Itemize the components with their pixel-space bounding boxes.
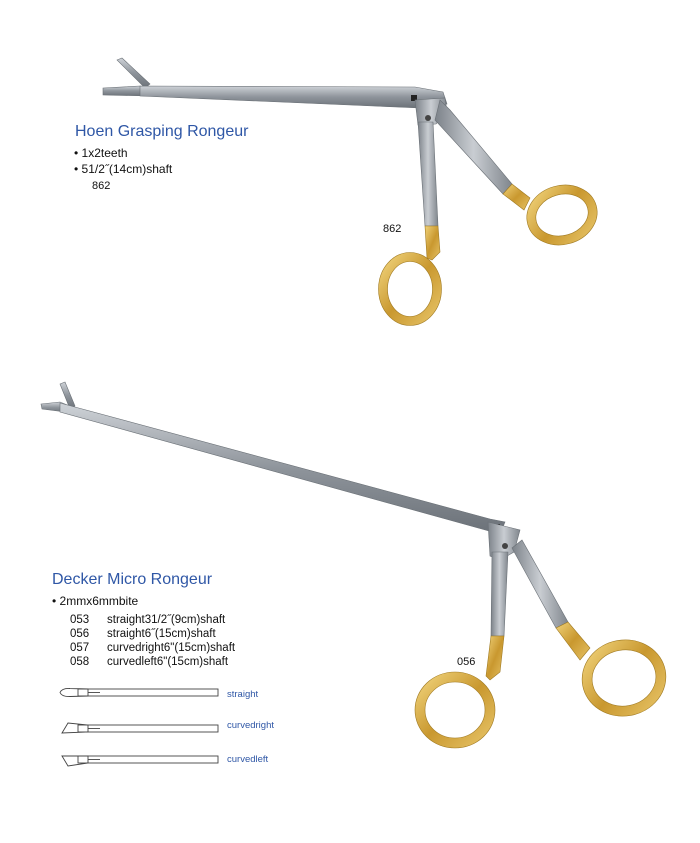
variant-code: 053 [70,614,90,626]
tip-label-straight: straight [227,689,259,700]
variant-code: 056 [70,628,90,640]
curved-right-tip-diagram [62,723,218,733]
product1-image-label: 862 [383,223,402,235]
variant-desc: curvedleft6"(15cm)shaft [107,656,229,668]
tip-label-curvedleft: curvedleft [227,754,269,765]
product2-title: Decker Micro Rongeur [52,571,213,588]
product2-bullet-1: • 2mmx6mmbite [52,594,139,608]
product1-bullet-2: • 51/2˝(14cm)shaft [74,162,173,176]
tip-label-curvedright: curvedright [227,720,274,731]
variant-code: 058 [70,656,90,668]
product1-title: Hoen Grasping Rongeur [75,123,249,140]
curved-left-tip-diagram [62,756,218,766]
variant-desc: straight31/2˝(9cm)shaft [107,614,226,626]
variant-desc: straight6˝(15cm)shaft [107,628,216,640]
product1-bullet-1: • 1x2teeth [74,146,128,160]
variant-desc: curvedright6"(15cm)shaft [107,642,236,654]
product2-image-label: 056 [457,656,476,668]
straight-tip-diagram [60,688,218,696]
variant-code: 057 [70,642,90,654]
product1-code: 862 [92,180,111,192]
